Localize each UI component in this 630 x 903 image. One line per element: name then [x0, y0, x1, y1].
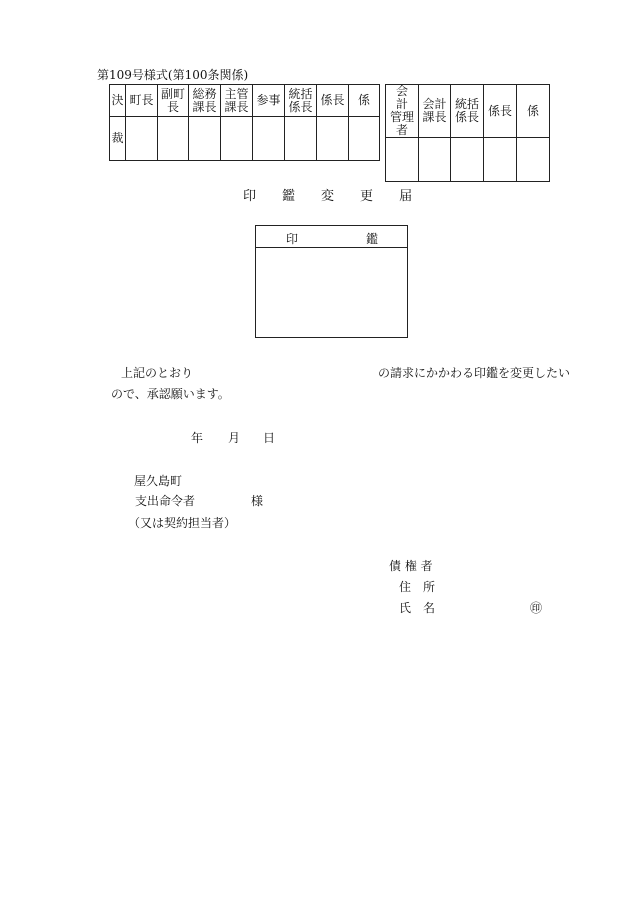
approval-header-mayor: 町長 — [126, 85, 158, 117]
approval-stamp-cell — [253, 117, 285, 161]
addressee-alt: （又は契約担当者） — [128, 516, 237, 530]
approval-header-councillor: 参事 — [253, 85, 285, 117]
approval-header-deputy-mayor: 副町長 — [158, 85, 189, 117]
addressee-honorific: 様 — [251, 494, 264, 508]
addressee-officer: 支出命令者 — [135, 494, 196, 508]
seal-box — [255, 225, 408, 338]
approval-header-general-affairs-chief: 総務 課長 — [189, 85, 221, 117]
addressee-town: 屋久島町 — [134, 474, 183, 488]
approval-header-subchief: 係長 — [317, 85, 349, 117]
approval-header-managing-chief: 主管 課長 — [221, 85, 253, 117]
approval-stamp-cell — [285, 117, 317, 161]
date-day: 日 — [263, 431, 276, 445]
approval-stamp-cell — [419, 138, 451, 182]
seal-mark-icon: ㊞ — [530, 601, 543, 615]
approval-header-subchief: 係長 — [484, 85, 517, 138]
body-text-right: の請求にかかわる印鑑を変更したい — [378, 366, 571, 380]
approval-stamp-cell — [158, 117, 189, 161]
approval-side-label-bottom: 裁 — [110, 117, 126, 161]
approval-header-supervising-subchief: 統括 係長 — [451, 85, 484, 138]
creditor-address-label: 住 所 — [399, 580, 436, 594]
approval-table-main — [109, 84, 380, 161]
approval-stamp-cell — [317, 117, 349, 161]
approval-stamp-cell — [451, 138, 484, 182]
approval-stamp-cell — [386, 138, 419, 182]
approval-stamp-cell — [484, 138, 517, 182]
creditor-label: 債 権 者 — [389, 559, 433, 573]
approval-header-staff: 係 — [517, 85, 550, 138]
approval-header-supervising-subchief: 統括 係長 — [285, 85, 317, 117]
approval-table-accounting — [385, 84, 550, 182]
body-text-line2: ので、承認願います。 — [111, 387, 230, 401]
approval-header-accounting-manager: 会 計 管理者 — [386, 85, 419, 138]
approval-stamp-cell — [221, 117, 253, 161]
approval-stamp-cell — [349, 117, 380, 161]
document-title: 印 鑑 変 更 届 — [243, 189, 413, 204]
approval-side-label-top: 決 — [110, 85, 126, 117]
approval-header-staff: 係 — [349, 85, 380, 117]
creditor-name-label: 氏 名 — [399, 601, 436, 615]
form-number: 第109号様式(第100条関係) — [97, 68, 249, 82]
approval-stamp-cell — [189, 117, 221, 161]
approval-stamp-cell — [126, 117, 158, 161]
body-text-left: 上記のとおり — [121, 366, 194, 380]
date-month: 月 — [228, 431, 241, 445]
approval-header-accounting-chief: 会計 課長 — [419, 85, 451, 138]
seal-box-header: 印 鑑 — [256, 226, 407, 248]
approval-stamp-cell — [517, 138, 550, 182]
date-year: 年 — [191, 431, 204, 445]
